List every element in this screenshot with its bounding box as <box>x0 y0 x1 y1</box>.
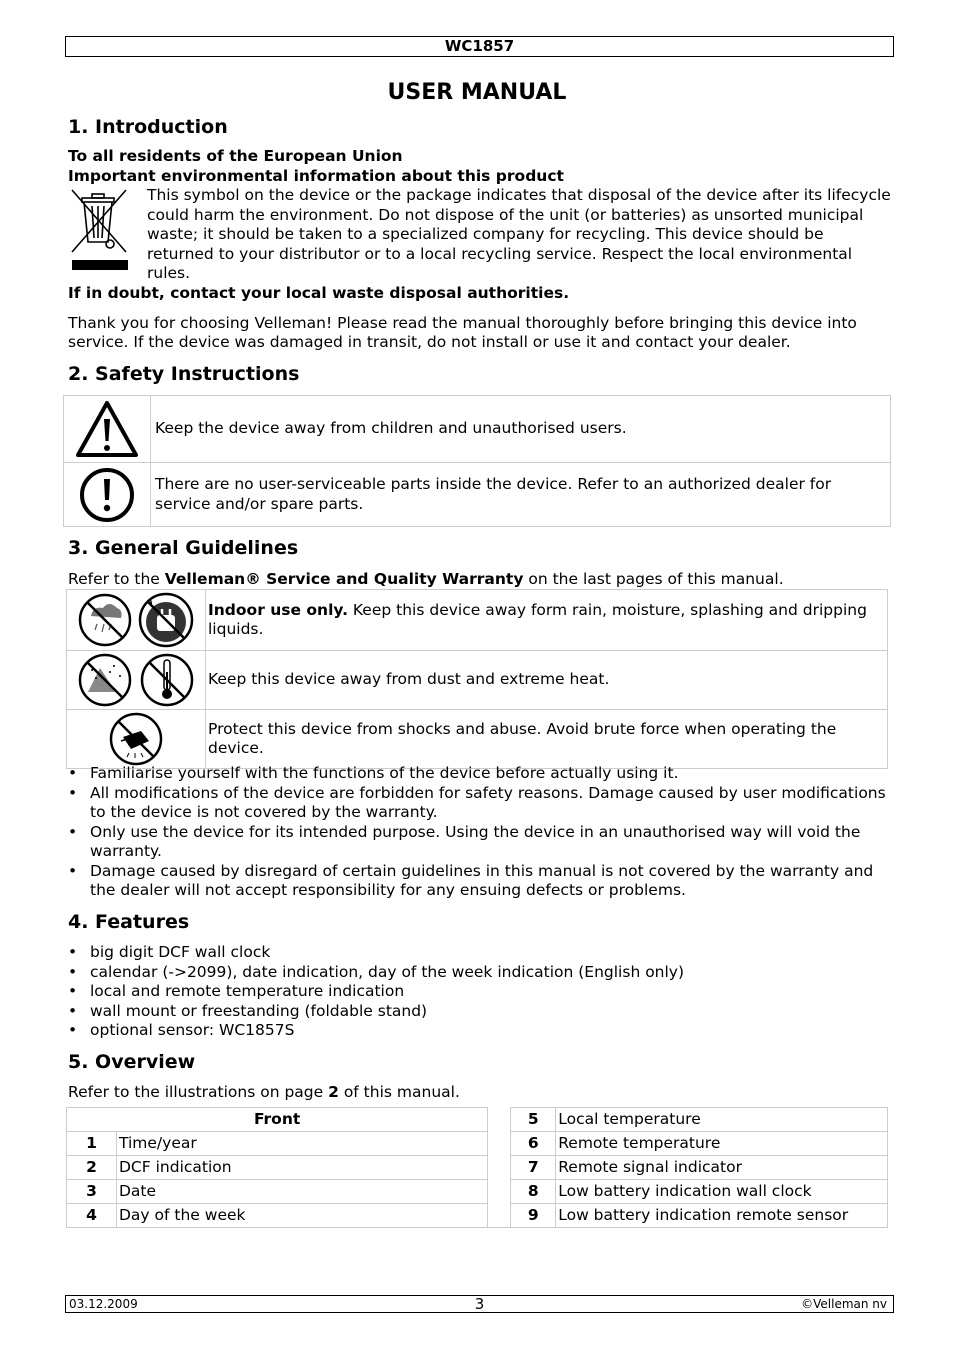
features-heading: 4. Features <box>68 911 190 933</box>
no-dust-icon <box>76 652 134 708</box>
footer-copyright: ©Velleman nv <box>801 1297 887 1311</box>
part-label: Remote signal indicator <box>556 1156 888 1180</box>
no-heat-thermometer-icon <box>138 652 196 708</box>
part-label: Day of the week <box>117 1204 488 1228</box>
guideline-row <box>67 651 888 710</box>
no-water-plug-icon <box>137 591 195 649</box>
refer-pre: Refer to the illustrations on page <box>68 1083 329 1101</box>
eu-line-2: Important environmental information about this product <box>68 166 564 185</box>
warranty-name: Velleman® Service and Quality Warranty <box>164 570 524 588</box>
safety-table <box>63 395 891 527</box>
part-label: Time/year <box>117 1132 488 1156</box>
part-number: 3 <box>67 1180 117 1204</box>
part-number: 8 <box>511 1180 556 1204</box>
part-label: Low battery indication wall clock <box>556 1180 888 1204</box>
part-number: 6 <box>511 1132 556 1156</box>
front-header: Front <box>67 1108 488 1132</box>
list-item: • Damage caused by disregard of certain guidelines in this manual is not covered by the warranty and the dealer will not accept responsibility for any ensuing defects or problems. <box>68 862 888 901</box>
list-item: • Only use the device for its intended purpose. Using the device in an unauthorised way will void the warranty. <box>68 823 888 862</box>
safety-text: Keep the device away from children and unauthorised users. <box>151 396 891 463</box>
model-number: WC1857 <box>444 37 515 55</box>
guidelines-bullets <box>68 764 888 901</box>
features-list <box>68 943 888 1041</box>
guidelines-heading: 3. General Guidelines <box>68 537 299 559</box>
list-item: • Familiarise yourself with the functions of the device before actually using it. <box>68 764 888 784</box>
crossed-bin-icon <box>68 186 130 276</box>
overview-refer <box>68 1083 460 1103</box>
list-item: • local and remote temperature indication <box>68 982 888 1002</box>
guideline-text: Keep this device away form rain, moisture, splashing and dripping liquids. <box>208 600 867 638</box>
refer-pre: Refer to the <box>68 570 165 588</box>
table-row <box>67 1132 888 1156</box>
part-number: 2 <box>67 1156 117 1180</box>
no-shock-icon <box>107 711 165 767</box>
page-ref: 2 <box>328 1083 339 1101</box>
weee-block <box>68 186 891 284</box>
page-footer <box>65 1295 894 1313</box>
eu-line-1: To all residents of the European Union <box>68 147 403 165</box>
part-label: Date <box>117 1180 488 1204</box>
list-item: • wall mount or freestanding (foldable stand) <box>68 1002 888 1022</box>
refer-post: on the last pages of this manual. <box>523 570 784 588</box>
part-number: 1 <box>67 1132 117 1156</box>
part-label: Remote temperature <box>556 1132 888 1156</box>
guideline-text: Keep this device away from dust and extreme heat. <box>206 651 888 710</box>
guideline-row <box>67 590 888 651</box>
thanks-text: Thank you for choosing Velleman! Please read the manual thoroughly before bringing this device into service. If the device was damaged in transit, do not install or use it and contact your dealer. <box>68 313 857 351</box>
table-row <box>67 1180 888 1204</box>
safety-heading: 2. Safety Instructions <box>68 363 300 385</box>
overview-table <box>66 1107 888 1228</box>
page-title: USER MANUAL <box>387 80 567 105</box>
list-item: • optional sensor: WC1857S <box>68 1021 888 1041</box>
guidelines-refer <box>68 570 784 590</box>
table-row <box>67 1204 888 1228</box>
intro-heading: 1. Introduction <box>68 116 228 138</box>
page-number: 3 <box>474 1295 485 1313</box>
guideline-row <box>67 710 888 769</box>
part-number: 5 <box>511 1108 556 1132</box>
overview-heading: 5. Overview <box>68 1051 196 1073</box>
footer-date: 03.12.2009 <box>69 1297 138 1311</box>
safety-row <box>64 463 891 527</box>
guidelines-table <box>66 589 888 769</box>
page-header <box>65 36 894 57</box>
guideline-bold: Indoor use only. <box>208 600 348 619</box>
part-label: DCF indication <box>117 1156 488 1180</box>
part-number: 4 <box>67 1204 117 1228</box>
list-item: • All modifications of the device are forbidden for safety reasons. Damage caused by user modifications to the device is not covered by the warranty. <box>68 784 888 823</box>
list-item: • big digit DCF wall clock <box>68 943 888 963</box>
table-row <box>67 1156 888 1180</box>
doubt-text: If in doubt, contact your local waste disposal authorities. <box>68 284 570 302</box>
part-label: Local temperature <box>556 1108 888 1132</box>
warning-triangle-icon <box>74 399 140 459</box>
safety-row <box>64 396 891 463</box>
part-number: 7 <box>511 1156 556 1180</box>
guideline-text: Protect this device from shocks and abuse. Avoid brute force when operating the device. <box>206 710 888 769</box>
table-row <box>67 1108 888 1132</box>
part-label: Low battery indication remote sensor <box>556 1204 888 1228</box>
no-rain-icon <box>77 592 133 648</box>
weee-text: This symbol on the device or the package indicates that disposal of the device after its lifecycle could harm the environment. Do not dispose of the unit (or batteries) as unsorted municipal waste; it should be taken to a specialized company for recycling. This device should be returned to your distributor or to a local recycling service. Respect the local environmental rules. <box>147 186 891 282</box>
part-number: 9 <box>511 1204 556 1228</box>
list-item: • calendar (->2099), date indication, day of the week indication (English only) <box>68 963 888 983</box>
section-introduction <box>68 116 891 353</box>
exclamation-circle-icon <box>78 466 136 524</box>
refer-post: of this manual. <box>338 1083 460 1101</box>
safety-text: There are no user-serviceable parts inside the device. Refer to an authorized dealer for service and/or spare parts. <box>151 463 891 527</box>
